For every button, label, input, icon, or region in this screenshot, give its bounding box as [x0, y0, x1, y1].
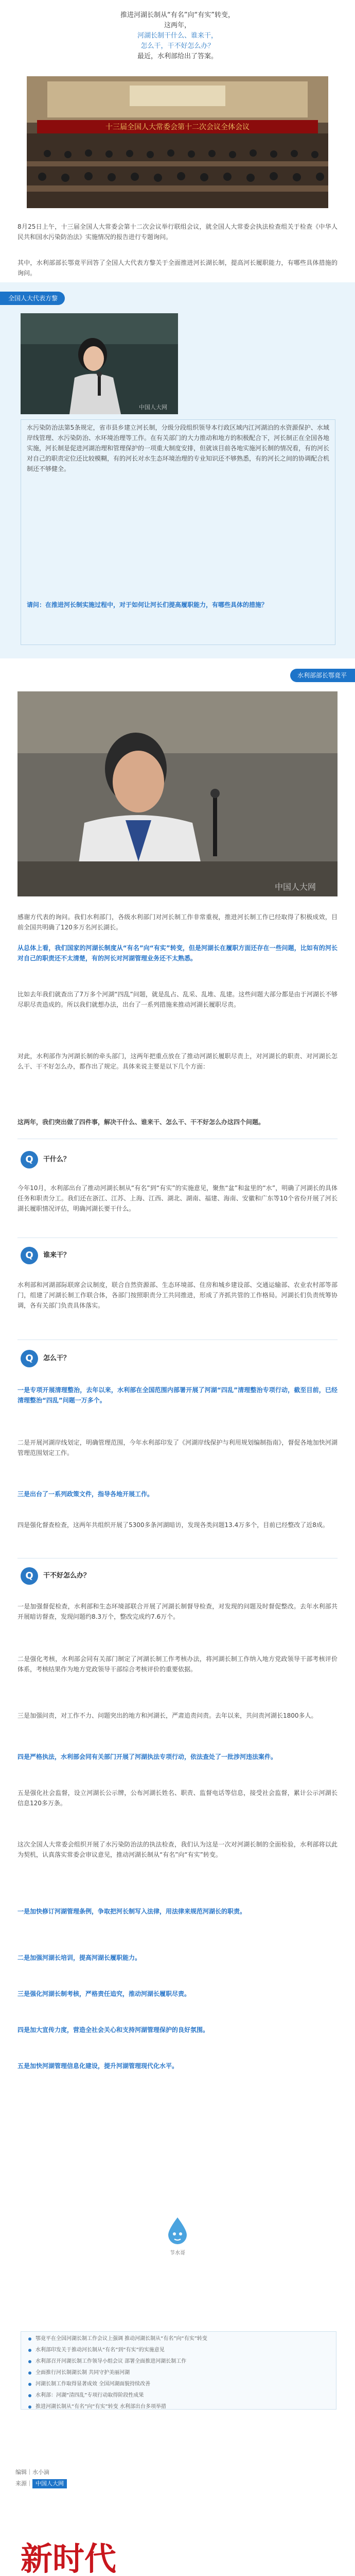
related-link[interactable]: 鄂竟平在全国河湖长制工作会议上强调 推动河湖长制从“有名”向“有实”转变: [28, 2335, 329, 2343]
q-badge-2: Q: [21, 1247, 38, 1264]
paragraph-answer-intro: 感谢方代表的询问。我们水利部门，各级水利部门对河长制工作非常重视，推进河长制工作已经取得了积极成效，目前全国共明确了120多万名河长湖长。: [17, 913, 338, 931]
editor-label: 编辑｜: [15, 2469, 32, 2476]
answer-4-part-7: [17, 1906, 338, 1917]
answer-3-part-1-text: 一是专项开展清理整治，去年以来，水利部在全国范围内部署开展了河湖“四乱”清理整治专项行动，截至目前，已经清理整治“四乱”问题一万多个。: [17, 1386, 338, 1404]
answer-3-part-3: [17, 1489, 338, 1499]
answer-4-part-4-text: 四是严格执法，水利部会同有关部门开展了河湖执法专项行动，依法查处了一批涉河违法案件。: [17, 1753, 277, 1760]
source-tag: 中国人大网: [32, 2479, 67, 2488]
answer-4-part-3: 三是加强问责，对工作不力、问题突出的地方和河湖长，严肃追责问责。去年以来，共问责河湖长1800多人。: [17, 1712, 317, 1719]
conference-hall-photo: [27, 76, 328, 208]
q2-title: 谁来干？: [43, 1251, 70, 1259]
q1-title: 干什么？: [43, 1156, 70, 1163]
answer-4-part-11-text: 五是加快河湖管理信息化建设，提升河湖管理现代化水平。: [17, 2062, 179, 2070]
related-link[interactable]: 水利部印发关于推动河长制从“有名”到“有实”的实施意见: [28, 2346, 329, 2354]
intro-line-1: 推进河湖长制从“有名”向“有实”转变，: [120, 11, 235, 19]
answer-4-part-5: 五是强化社会监督，设立河湖长公示牌，公布河湖长姓名、职责、监督电话等信息，接受社会监督，累计公示河湖长信息120多万条。: [17, 1789, 338, 1807]
answer-4-part-2: 二是强化考核，水利部会同有关部门制定了河湖长制工作考核办法，将河湖长制工作纳入地方党政领导干部考核评价体系，考核结果作为地方党政领导干部综合考核评价的重要依据。: [17, 1655, 338, 1673]
answer-highlight-text: 从总体上看，我们国家的河湖长制度从“有名”向“有实”转变，但是河湖长在履职方面还存在一些问题，比如有的河长对自己的职责还不太清楚，有的河长对河湖管理业务还不太熟悉。: [17, 944, 338, 962]
answer-4-part-6: 这次全国人大常委会组织开展了水污染防治法的执法检查，我们认为这是一次对河湖长制的全面检验，水利部将以此为契机，认真落实常委会审议意见，推动河湖长制从“有名”向“有实”转变。: [17, 1841, 338, 1858]
answer-3-part-3-text: 三是出台了一系列政策文件，指导各地开展工作。: [17, 1490, 154, 1498]
answer-4-part-7-text: 一是加快修订河湖管理条例，争取把河长制写入法律，用法律来规范河湖长的职责。: [17, 1908, 246, 1915]
four-things-bold: 这两年，我们突出做了四件事，解决干什么、谁来干、怎么干、干不好怎么办这四个问题。: [17, 1118, 265, 1126]
q-badge-1: Q: [21, 1151, 38, 1168]
answer-4-part-9-text: 三是强化河湖长制考核，严格责任追究，推动河湖长履职尽责。: [17, 1990, 191, 1997]
q-badge-3: Q: [21, 1350, 38, 1367]
e-jingping-photo: [17, 691, 338, 896]
intro-line-3: 河湖长制干什么、谁来干，: [137, 32, 218, 40]
answer-3-part-1: [17, 1385, 338, 1405]
brand-logo-char: 新时代: [21, 2540, 117, 2576]
editor-line: [15, 2468, 49, 2477]
ribbon-e-jingping: 水利部部长鄂竟平: [290, 669, 355, 682]
paragraph-question-ask: [27, 600, 329, 610]
answer-3-part-4: 四是强化督查检查，这两年共组织开展了5300多条河湖暗访，发现各类问题13.4万多个，目前已经整改了近8成。: [17, 1521, 329, 1529]
related-links-box: [21, 2331, 336, 2410]
water-drop-mascot-icon: [162, 2215, 193, 2246]
brand-logo: [15, 2513, 185, 2576]
intro-block: [0, 10, 355, 62]
source-line: [15, 2479, 67, 2488]
paragraph-intro-question: 其中，水利部部长鄂竟平回答了全国人大代表方黎关于全面推进河长湖长制，提高河长履职能力，有哪些具体措施的询问。: [17, 259, 338, 277]
answer-4-part-11: [17, 2061, 338, 2071]
paragraph-intro-news: 8月25日上午，十三届全国人大常委会第十二次会议举行联组会议，就全国人大常委会执法检查组关于检查《中华人民共和国水污染防治法》实施情况的报告进行专题询问。: [17, 223, 338, 241]
intro-line-5: 最近，水利部给出了答案。: [137, 53, 218, 60]
related-link[interactable]: 全面推行河长制湖长制 共同守护美丽河湖: [28, 2369, 329, 2377]
answer-4-part-9: [17, 1989, 338, 1999]
answer-4-part-10-text: 四是加大宣传力度，营造全社会关心和支持河湖管理保护的良好氛围。: [17, 2026, 209, 2033]
banner-text: 十三届全国人大常委会第十二次会议全体会议: [105, 123, 250, 131]
answer-3-part-2: 二是开展河湖岸线划定，明确管理范围，今年水利部印发了《河湖岸线保护与利用规划编制指南》，督促各地加快河湖管理范围划定工作。: [17, 1439, 338, 1456]
q-badge-4: Q: [21, 1567, 38, 1585]
related-link[interactable]: 水利部召开河湖长制工作领导小组会议 部署全面推进河湖长制工作: [28, 2358, 329, 2366]
paragraph-four-things: [17, 1117, 338, 1127]
answer-4-part-8-text: 二是加强河湖长培训，提高河湖长履职能力。: [17, 1954, 141, 1961]
q3-title: 怎么干？: [43, 1354, 70, 1362]
related-link[interactable]: 河湖长制工作取得显著成效 全国河湖面貌持续改善: [28, 2380, 329, 2388]
mascot-label: 节水哥: [170, 2250, 185, 2256]
answer-4-part-10: [17, 2025, 338, 2035]
related-link[interactable]: 水利部：河湖“清四乱”专项行动取得阶段性成果: [28, 2392, 329, 2400]
ribbon-fang-li: 全国人大代表方黎: [0, 292, 65, 305]
paragraph-ministry-role: 对此，水利部作为河湖长制的牵头部门，这两年把重点放在了推动河湖长履职尽责上，对河湖长的职责、对河湖长怎么干、干不好怎么办，都作出了规定。具体来说主要是以下几个方面：: [17, 1053, 338, 1070]
answer-2: 水利部和河湖部际联席会议制度，联合自然资源部、生态环境部、住房和城乡建设部、交通运输部、农业农村部等部门，组建了河湖长制工作联合体，各部门按照职责分工共同推进，形成了齐抓共管的工作格局。河湖长们负责统筹协调，各有关部门负责具体落实。: [17, 1281, 338, 1309]
mascot-graphic: [162, 2215, 193, 2257]
fang-li-photo: [21, 313, 178, 414]
photo-watermark: 中国人大网: [275, 882, 316, 892]
paragraph-question-body: 水污染防治法第5条规定，省市县乡建立河长制，分级分段组织领导本行政区域内江河湖泊的水资源保护、水域岸线管理、水污染防治、水环境治理等工作。在有关部门的大力推动和地方的积极配合下，河长制正在全国各地实施，河长制是促进河湖治理和管理保护的一项重大制度安排，但就该目前各地实施河长制的情况看，有的河长对自己的职责定位还比较模糊，有的河长对水生态环境治理的专业知识还不够熟悉，有的河长之间的协调配合机制还不够健全。: [27, 424, 330, 472]
source-label: 来源｜: [15, 2480, 32, 2487]
photo-watermark: 中国人大网: [139, 404, 167, 411]
answer-1: 今年10月，水利部出台了推动河湖长制从“有名”到“有实”的实施意见，聚焦“盆”和盆里的“水”，明确了河湖长的具体任务和职责分工。我们还在浙江、江苏、上海、江西、湖北、湖南、福建、海南、安徽和广东等10个省份开展了河长湖长履职情况评估，明确河湖长要干什么。: [17, 1184, 338, 1212]
q4-title: 干不好怎么办？: [43, 1572, 91, 1580]
intro-line-4: 怎么干，干不好怎么办？: [140, 42, 215, 50]
paragraph-problems: 比如去年我们就查出了7万多个河湖“四乱”问题，就是乱占、乱采、乱堆、乱建。这些问题大部分都是由于河湖长不够尽职尽责造成的。所以我们就想办法，出台了一系列措施来推动河湖长履职尽责。: [17, 991, 338, 1008]
answer-4-part-1: 一是加强督促检查，水利部和生态环境部联合开展了河湖长制督导检查，对发现的问题及时督促整改。去年水利部共开展暗访督查，发现问题约8.3万个，整改完成约7.6万个。: [17, 1603, 338, 1620]
related-link[interactable]: 推进河湖长制从“有名”向“有实”转变 水利部出台多项举措: [28, 2403, 329, 2411]
paragraph-answer-highlight: [17, 943, 338, 963]
answer-4-part-8: [17, 1953, 338, 1963]
answer-4-part-4: [17, 1752, 338, 1762]
intro-line-2: 这两年，: [164, 22, 191, 29]
question-ask-highlight: 请问：在推进河长制实施过程中，对于如何让河长们提高履职能力，有哪些具体的措施？: [27, 601, 268, 608]
editor-name: 水小滴: [32, 2469, 49, 2476]
